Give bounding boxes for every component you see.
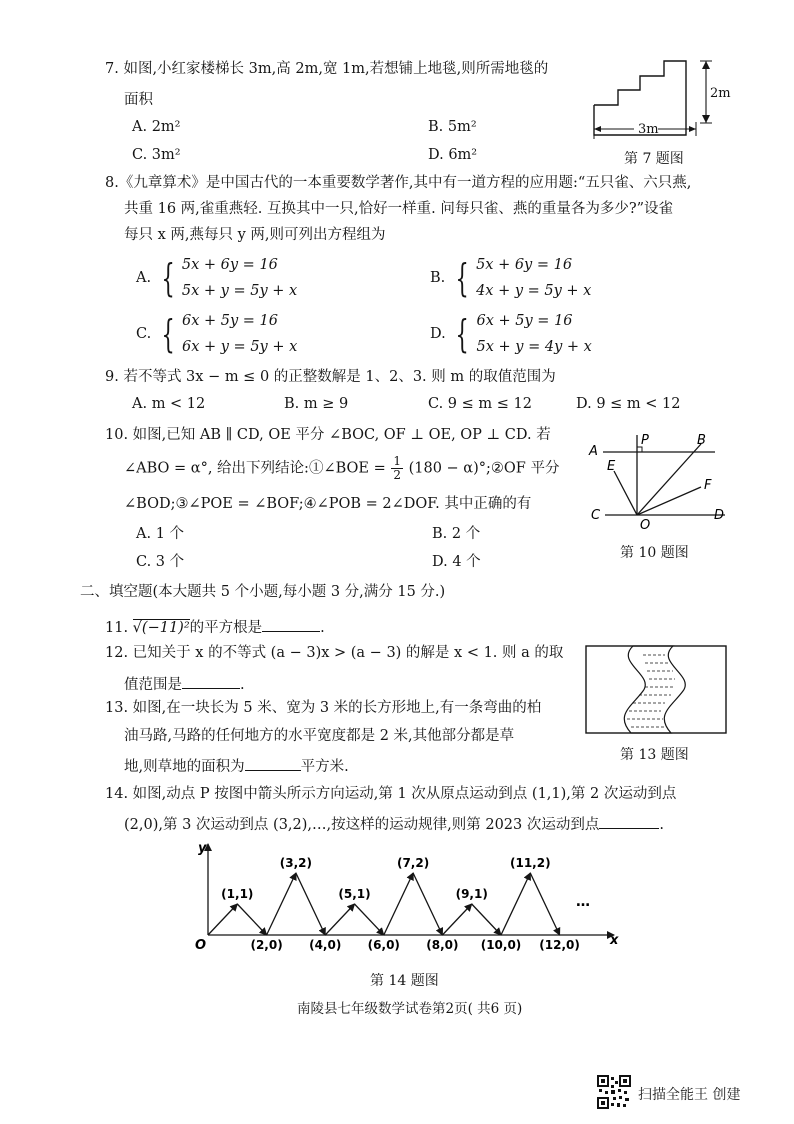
q10-label-f: F bbox=[704, 478, 712, 493]
q11-answer-blank[interactable] bbox=[262, 617, 320, 632]
q8-equation: 5x + 6y = 16 bbox=[476, 257, 573, 273]
q14-move-segment bbox=[325, 904, 354, 935]
q8-option-a: A. { 5x + 6y = 16 5x + y = 5y + x bbox=[136, 252, 297, 304]
q14-point-label: (2,0) bbox=[250, 938, 283, 952]
q10-option-a: A. 1 个 bbox=[136, 526, 185, 542]
q12-stem-line1: 12. 已知关于 x 的不等式 (a − 3)x > (a − 3) 的解是 x < 1. 则 a 的取 bbox=[105, 645, 564, 661]
q14-label-group bbox=[221, 856, 580, 952]
q14-move-segment bbox=[237, 904, 266, 935]
q14-move-segment bbox=[208, 904, 237, 935]
q8-stem-line3: 每只 x 两,燕每只 y 两,则可列出方程组为 bbox=[124, 227, 386, 243]
q7-option-b: B. 5m² bbox=[428, 119, 477, 135]
q9-option-d: D. 9 ≤ m < 12 bbox=[576, 396, 681, 412]
q14-move-segment bbox=[267, 873, 296, 935]
q7-caption: 第 7 题图 bbox=[624, 151, 684, 167]
q14-move-segment bbox=[472, 904, 501, 935]
q14-line2-text: (2,0),第 3 次运动到点 (3,2),…,按这样的运动规律,则第 2023 次运动到点 bbox=[124, 817, 600, 833]
q8-equation: 5x + y = 5y + x bbox=[181, 283, 298, 299]
q12-line2-text: 值范围是 bbox=[124, 677, 182, 693]
qr-code-icon bbox=[597, 1075, 631, 1109]
q9-stem: 9. 若不等式 3x − m ≤ 0 的正整数解是 1、2、3. 则 m 的取值范围为 bbox=[105, 369, 556, 385]
q14-move-segment bbox=[413, 873, 442, 935]
q7-option-c: C. 3m² bbox=[132, 147, 181, 163]
q11 bbox=[105, 617, 325, 636]
q10-line2-pre: ∠ABO = α°, 给出下列结论:①∠BOE = bbox=[124, 460, 386, 477]
q10-label-o: O bbox=[640, 518, 651, 533]
q11-text: 的平方根是 bbox=[189, 620, 263, 636]
q11-radical: √(−11)² bbox=[132, 620, 190, 636]
q14-motion-figure bbox=[192, 838, 632, 958]
q8-option-c: C. { 6x + 5y = 16 6x + y = 5y + x bbox=[136, 308, 297, 360]
q14-end: . bbox=[659, 817, 664, 833]
q10-stem-line1: 10. 如图,已知 AB ∥ CD, OE 平分 ∠BOC, OF ⊥ OE, OP ⊥ CD. 若 bbox=[105, 427, 551, 443]
q10-label-b: B bbox=[697, 433, 706, 448]
q14-path-group bbox=[208, 873, 560, 935]
q14-point-label: (12,0) bbox=[539, 938, 580, 952]
q10-line2-post: (180 − α)°;②OF 平分 bbox=[408, 460, 560, 477]
q12-stem-line2 bbox=[124, 674, 245, 693]
q10-option-b: B. 2 个 bbox=[432, 526, 481, 542]
q8-stem-line2: 共重 16 两,雀重燕轻. 互换其中一只,恰好一样重. 问每只雀、燕的重量各为多少?”设雀 bbox=[124, 201, 674, 217]
q10-label-c: C bbox=[591, 508, 601, 523]
q13-road-figure bbox=[585, 645, 730, 735]
q9-option-b: B. m ≥ 9 bbox=[284, 396, 349, 412]
q13-line3-post: 平方米. bbox=[300, 759, 349, 775]
q14-move-segment bbox=[384, 873, 413, 935]
q10-label-d: D bbox=[714, 508, 725, 523]
q14-move-segment bbox=[530, 873, 559, 935]
q8-option-label: D. bbox=[430, 326, 446, 342]
q14-point-label: (9,1) bbox=[455, 887, 488, 901]
q8-option-d: D. { 6x + 5y = 16 5x + y = 4y + x bbox=[430, 308, 592, 360]
q11-end: . bbox=[320, 620, 325, 636]
q7-stem-line1: 7. 如图,小红家楼梯长 3m,高 2m,宽 1m,若想铺上地毯,则所需地毯的 bbox=[105, 61, 549, 77]
q9-option-c: C. 9 ≤ m ≤ 12 bbox=[428, 396, 532, 412]
q10-label-p: P bbox=[641, 433, 649, 448]
q14-move-segment bbox=[296, 873, 325, 935]
page-footer: 南陵县七年级数学试卷第2页( 共6 页) bbox=[297, 1001, 523, 1017]
q13-line3-pre: 地,则草地的面积为 bbox=[124, 759, 245, 775]
q14-point-label: (4,0) bbox=[309, 938, 342, 952]
q14-point-label: (3,2) bbox=[279, 856, 313, 870]
q12-answer-blank[interactable] bbox=[182, 674, 240, 689]
q8-equation: 6x + 5y = 16 bbox=[476, 313, 573, 329]
q10-geometry-figure bbox=[585, 425, 735, 535]
q14-point-label: (5,1) bbox=[338, 887, 371, 901]
q10-caption: 第 10 题图 bbox=[620, 545, 689, 561]
q13-caption: 第 13 题图 bbox=[620, 747, 689, 763]
q8-equation: 4x + y = 5y + x bbox=[476, 283, 592, 299]
q8-option-label: A. bbox=[136, 270, 152, 286]
q11-number: 11. bbox=[105, 620, 129, 636]
q10-stem-line2 bbox=[124, 455, 559, 482]
section-heading: 二、填空题(本大题共 5 个小题,每小题 3 分,满分 15 分.) bbox=[80, 584, 446, 600]
q7-width-label: 3m bbox=[638, 122, 659, 137]
q12-end: . bbox=[240, 677, 245, 693]
scanner-watermark: 扫描全能王 创建 bbox=[638, 1087, 741, 1103]
q14-y-label: y bbox=[198, 841, 207, 856]
q13-answer-blank[interactable] bbox=[245, 756, 301, 771]
q14-answer-blank[interactable] bbox=[599, 814, 659, 829]
q14-stem-line1: 14. 如图,动点 P 按图中箭头所示方向运动,第 1 次从原点运动到点 (1,1),第 2 次运动到点 bbox=[105, 786, 677, 802]
q14-origin-label: O bbox=[195, 938, 207, 953]
q10-fraction bbox=[391, 455, 403, 482]
q10-frac-den: 2 bbox=[393, 468, 401, 482]
q8-stem-line1: 8.《九章算术》是中国古代的一本重要数学著作,其中有一道方程的应用题:“五只雀、六只燕, bbox=[105, 175, 692, 191]
q8-equation: 5x + 6y = 16 bbox=[181, 257, 278, 273]
q13-stem-line2: 油马路,马路的任何地方的水平宽度都是 2 米,其他部分都是草 bbox=[124, 728, 515, 744]
q8-equation: 5x + y = 4y + x bbox=[476, 339, 592, 355]
q10-frac-num: 1 bbox=[393, 454, 401, 468]
q9-option-a: A. m < 12 bbox=[132, 396, 206, 412]
q8-option-b: B. { 5x + 6y = 16 4x + y = 5y + x bbox=[430, 252, 591, 304]
q10-stem-line3: ∠BOD;③∠POE = ∠BOF;④∠POB = 2∠DOF. 其中正确的有 bbox=[124, 496, 532, 512]
q8-option-label: C. bbox=[136, 326, 152, 342]
q14-point-label: (8,0) bbox=[426, 938, 459, 952]
q14-point-label: (7,2) bbox=[396, 856, 430, 870]
q13-stem-line3 bbox=[124, 756, 349, 775]
q13-stem-line1: 13. 如图,在一块长为 5 米、宽为 3 米的长方形地上,有一条弯曲的柏 bbox=[105, 700, 542, 716]
q14-point-label: (6,0) bbox=[367, 938, 400, 952]
q14-point-label: (10,0) bbox=[480, 938, 522, 952]
q8-equation: 6x + 5y = 16 bbox=[181, 313, 278, 329]
q14-ellipsis: … bbox=[576, 894, 590, 910]
q7-stem-line2: 面积 bbox=[124, 92, 153, 108]
q14-move-segment bbox=[501, 873, 530, 935]
q14-move-segment bbox=[355, 904, 384, 935]
q10-label-e: E bbox=[607, 459, 616, 474]
q14-stem-line2 bbox=[124, 814, 664, 833]
q10-option-d: D. 4 个 bbox=[432, 554, 481, 570]
q7-option-a: A. 2m² bbox=[132, 119, 181, 135]
q14-x-label: x bbox=[610, 933, 619, 948]
q10-option-c: C. 3 个 bbox=[136, 554, 185, 570]
q10-label-a: A bbox=[589, 444, 598, 459]
q7-option-d: D. 6m² bbox=[428, 147, 478, 163]
q14-move-segment bbox=[442, 904, 471, 935]
q14-caption: 第 14 题图 bbox=[370, 973, 439, 989]
q14-point-label: (11,2) bbox=[510, 856, 551, 870]
q7-height-label: 2m bbox=[710, 86, 731, 101]
q8-equation: 6x + y = 5y + x bbox=[181, 339, 298, 355]
q14-point-label: (1,1) bbox=[221, 887, 254, 901]
q8-option-label: B. bbox=[430, 270, 446, 286]
